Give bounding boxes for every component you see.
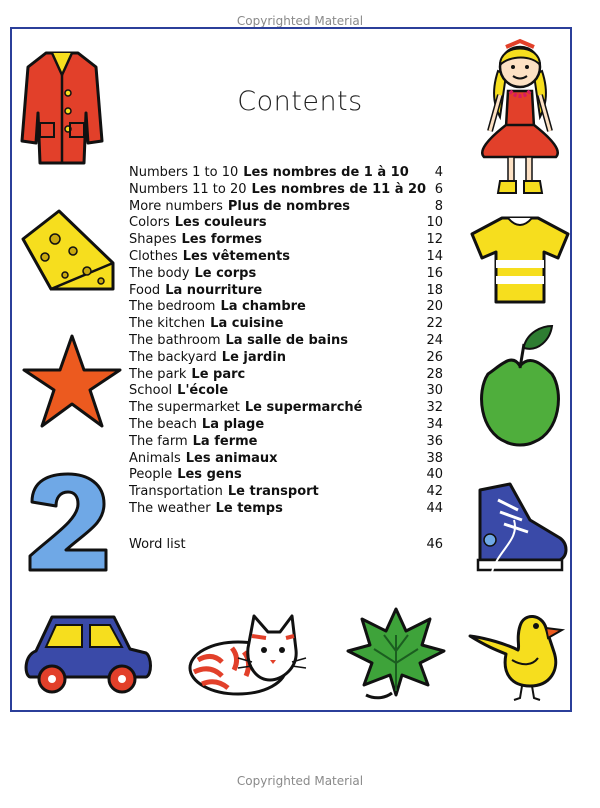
toc-page-number: 6 xyxy=(434,181,443,197)
toc-row[interactable] xyxy=(129,182,443,199)
toc-french-title: La chambre xyxy=(220,299,306,315)
toc-row[interactable] xyxy=(129,367,443,384)
toc-english-title: The supermarket xyxy=(129,400,240,416)
toc-row[interactable] xyxy=(129,400,443,417)
toc-page-number: 30 xyxy=(426,383,443,399)
toc-french-title: Les animaux xyxy=(185,450,278,466)
toc-english-title: People xyxy=(129,467,173,483)
toc-page-number: 42 xyxy=(426,484,443,500)
toc-row[interactable] xyxy=(129,417,443,434)
word-list-label: Word list xyxy=(129,537,186,552)
toc-english-title: Shapes xyxy=(129,232,177,248)
toc-row[interactable] xyxy=(129,299,443,316)
toc-english-title: The kitchen xyxy=(129,316,206,332)
toc-page-number: 8 xyxy=(434,198,443,214)
toc-french-title: La nourriture xyxy=(165,282,263,298)
toc-english-title: The beach xyxy=(129,416,197,432)
toc-french-title: Les vêtements xyxy=(182,248,291,264)
toc-french-title: Le parc xyxy=(191,366,246,382)
toc-page-number: 24 xyxy=(426,332,443,348)
cat-icon xyxy=(182,608,312,700)
toc-english-title: Clothes xyxy=(129,248,178,264)
toc-page-number: 4 xyxy=(434,165,443,180)
word-list-page: 46 xyxy=(426,537,443,552)
toc-page-number: 34 xyxy=(426,416,443,432)
toc-page-number: 10 xyxy=(426,215,443,231)
toc-english-title: School xyxy=(129,383,173,399)
doll-icon xyxy=(470,35,570,200)
toc-page-number: 12 xyxy=(426,232,443,248)
toc-english-title: Food xyxy=(129,282,161,298)
car-icon xyxy=(22,605,154,701)
toc-english-title: Numbers 11 to 20 xyxy=(129,181,247,197)
toc-row[interactable] xyxy=(129,383,443,400)
toc-french-title: La plage xyxy=(201,416,265,432)
toc-page-number: 28 xyxy=(426,366,443,382)
table-of-contents xyxy=(129,165,443,518)
watermark-bottom: Copyrighted Material xyxy=(236,774,364,788)
toc-page-number: 32 xyxy=(426,400,443,416)
toc-english-title: The body xyxy=(129,265,190,281)
toc-word-list[interactable] xyxy=(129,536,443,553)
toc-row[interactable] xyxy=(129,165,443,182)
toc-page-number: 14 xyxy=(426,248,443,264)
toc-english-title: The bathroom xyxy=(129,332,221,348)
toc-english-title: Numbers 1 to 10 xyxy=(129,165,239,180)
toc-french-title: Le corps xyxy=(194,265,257,281)
toc-french-title: Le transport xyxy=(227,484,319,500)
toc-row[interactable] xyxy=(129,467,443,484)
cheese-icon xyxy=(15,205,119,297)
toc-french-title: L'école xyxy=(177,383,229,399)
toc-row[interactable] xyxy=(129,215,443,232)
toc-row[interactable] xyxy=(129,484,443,501)
toc-row[interactable] xyxy=(129,232,443,249)
toc-english-title: The park xyxy=(129,366,187,382)
toc-row[interactable] xyxy=(129,199,443,216)
chick-icon xyxy=(466,610,566,702)
toc-row[interactable] xyxy=(129,333,443,350)
toc-page-number: 16 xyxy=(426,265,443,281)
toc-english-title: Colors xyxy=(129,215,170,231)
page-title: Contents xyxy=(237,86,363,117)
toc-page-number: 44 xyxy=(426,500,443,516)
toc-page-number: 22 xyxy=(426,316,443,332)
toc-english-title: The weather xyxy=(129,500,211,516)
toc-row[interactable] xyxy=(129,350,443,367)
sneaker-icon xyxy=(470,480,570,576)
tshirt-icon xyxy=(468,212,572,308)
toc-english-title: The farm xyxy=(129,433,188,449)
toc-page-number: 20 xyxy=(426,299,443,315)
watermark-top: Copyrighted Material xyxy=(236,14,364,28)
toc-page-number: 40 xyxy=(426,467,443,483)
toc-french-title: Les formes xyxy=(181,232,262,248)
toc-row[interactable] xyxy=(129,316,443,333)
number-two-icon xyxy=(22,470,112,576)
leaf-icon xyxy=(344,605,448,701)
toc-row[interactable] xyxy=(129,266,443,283)
toc-english-title: More numbers xyxy=(129,198,223,214)
star-icon xyxy=(20,332,124,432)
toc-english-title: Transportation xyxy=(129,484,223,500)
toc-row[interactable] xyxy=(129,283,443,300)
toc-row[interactable] xyxy=(129,451,443,468)
toc-french-title: Les nombres de 1 à 10 xyxy=(243,165,409,180)
toc-french-title: Les nombres de 11 à 20 xyxy=(251,181,427,197)
coat-icon xyxy=(18,45,106,173)
toc-french-title: Les gens xyxy=(177,467,242,483)
toc-french-title: La ferme xyxy=(192,433,258,449)
toc-french-title: Le temps xyxy=(215,500,283,516)
toc-row[interactable] xyxy=(129,501,443,518)
toc-page-number: 38 xyxy=(426,450,443,466)
toc-english-title: The bedroom xyxy=(129,299,216,315)
toc-french-title: La cuisine xyxy=(210,316,284,332)
toc-french-title: La salle de bains xyxy=(225,332,349,348)
toc-page-number: 18 xyxy=(426,282,443,298)
toc-french-title: Le jardin xyxy=(221,349,287,365)
toc-french-title: Plus de nombres xyxy=(227,198,351,214)
toc-english-title: The backyard xyxy=(129,349,217,365)
toc-page-number: 36 xyxy=(426,433,443,449)
toc-french-title: Les couleurs xyxy=(174,215,267,231)
toc-row[interactable] xyxy=(129,249,443,266)
toc-row[interactable] xyxy=(129,434,443,451)
toc-french-title: Le supermarché xyxy=(244,400,363,416)
toc-page-number: 26 xyxy=(426,349,443,365)
apple-icon xyxy=(476,322,566,450)
toc-english-title: Animals xyxy=(129,450,181,466)
